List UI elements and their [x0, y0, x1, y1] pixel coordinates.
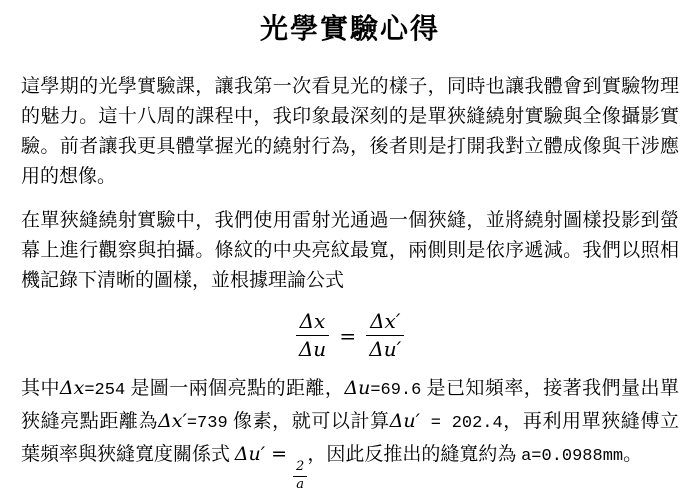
math-symbol-delta-u-prime: Δu′ — [234, 443, 266, 465]
text-run: ，再利用單狹縫傅立葉頻率與狹縫寬度關係式 — [21, 411, 679, 465]
formula-lhs-fraction — [296, 310, 330, 361]
formula-rhs-fraction — [366, 310, 404, 361]
text-run: 是圖一兩個亮點的距離， — [125, 378, 345, 399]
math-symbol-delta-x: Δx — [59, 377, 85, 399]
inline-fraction — [293, 460, 307, 493]
math-value-254: =254 — [84, 381, 126, 400]
text-run: 是已知頻率，接著我們量出單狹縫亮點距離為 — [21, 378, 679, 432]
text-run: 其中 — [21, 378, 60, 399]
inline-fraction-numerator: 2 — [293, 460, 307, 477]
text-run: ，因此反推出的縫寬約為 — [307, 444, 522, 465]
math-value-739: =739 — [186, 414, 228, 433]
document-title: 光學實驗心得 — [259, 14, 440, 45]
math-value-slit-width: a=0.0988mm — [521, 447, 624, 466]
formula-rhs-numerator: Δx′ — [366, 310, 404, 336]
formula-lhs-denominator: Δu — [298, 337, 327, 361]
math-value-202-4: = 202.4 — [419, 414, 503, 433]
formula-rhs-denominator: Δu′ — [369, 337, 402, 361]
math-value-69-6: =69.6 — [370, 381, 422, 400]
math-symbol-delta-u: Δu — [344, 377, 371, 399]
math-symbol-delta-x-prime: Δx′ — [158, 410, 187, 432]
paragraph-calculation — [21, 373, 679, 493]
paragraph-experiment: 在單狹縫繞射實驗中，我們使用雷射光通過一個狹縫，並將繞射圖樣投影到螢幕上進行觀察與拍攝。條紋的中央亮紋最寬，兩側則是依序遞減。我們以照相機記錄下清晰的圖樣，並根據理論公式 — [21, 210, 679, 291]
math-symbol-delta-u-prime: Δu′ — [389, 410, 420, 432]
formula-equals-sign: = — [339, 323, 357, 348]
formula-lhs-numerator: Δx — [296, 310, 330, 336]
math-equals: = — [265, 443, 294, 465]
inline-fraction-denominator: a — [296, 476, 305, 492]
text-run: 。 — [623, 444, 643, 465]
display-formula — [21, 310, 679, 361]
paragraph-intro: 這學期的光學實驗課，讓我第一次看見光的樣子，同時也讓我體會到實驗物理的魅力。這十八周的課程中，我印象最深刻的是單狹縫繞射實驗與全像攝影實驗。前者讓我更具體掌握光的繞射行為，後者則是打開我對立體成像與干涉應用的想像。 — [21, 76, 679, 187]
text-run: 像素，就可以計算 — [227, 411, 390, 432]
